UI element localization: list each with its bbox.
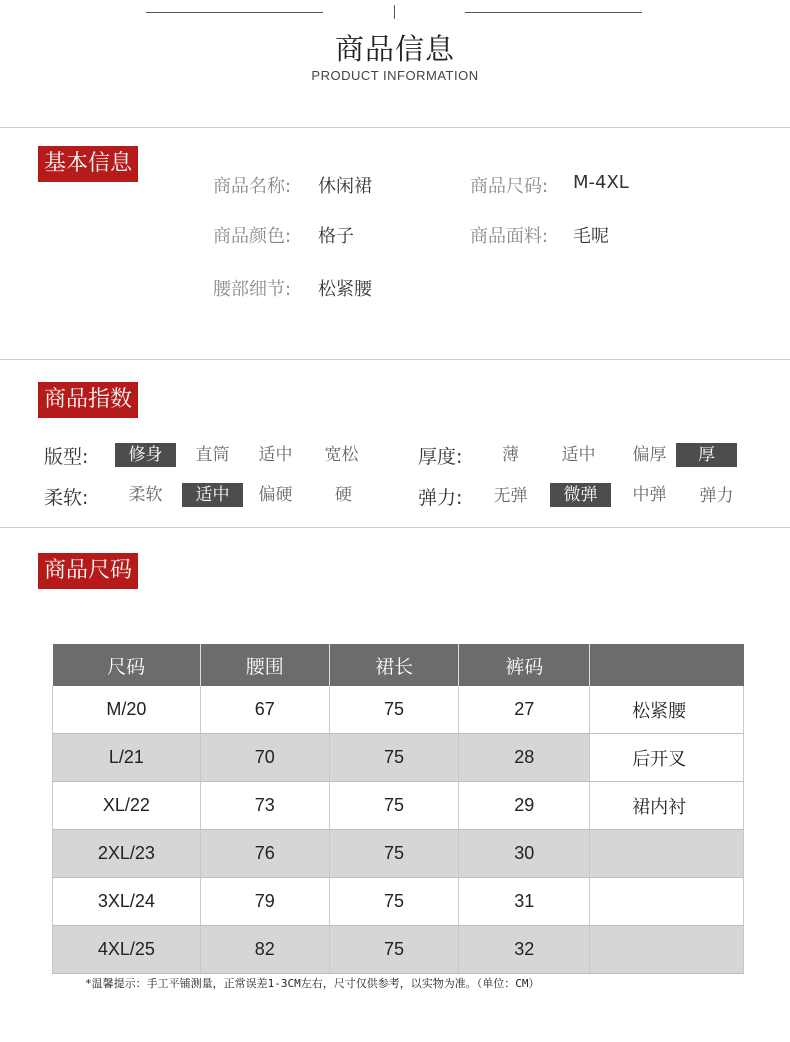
section-divider xyxy=(0,527,790,528)
cell-note xyxy=(590,926,744,974)
cell-waist: 82 xyxy=(200,926,329,974)
section-divider xyxy=(0,127,790,128)
header-skirt-length: 裙长 xyxy=(329,644,459,686)
product-fabric-label: 商品面料: xyxy=(470,226,549,247)
cell-note: 后开叉 xyxy=(590,734,744,782)
cell-size: 3XL/24 xyxy=(53,878,201,926)
table-row xyxy=(53,878,744,926)
section-divider xyxy=(0,359,790,360)
cell-size: 2XL/23 xyxy=(53,830,201,878)
cell-waist: 79 xyxy=(200,878,329,926)
cell-pants: 29 xyxy=(459,782,590,830)
fit-option-loose: 宽松 xyxy=(324,445,359,465)
fit-label: 版型: xyxy=(44,446,89,468)
fit-option-medium: 适中 xyxy=(258,445,293,465)
thickness-option-medium: 适中 xyxy=(561,445,596,465)
cell-size: L/21 xyxy=(53,734,201,782)
product-fabric-value: 毛呢 xyxy=(573,226,609,247)
page-subtitle: PRODUCT INFORMATION xyxy=(311,68,479,83)
table-row xyxy=(53,686,744,734)
cell-note: 松紧腰 xyxy=(590,686,744,734)
softness-option-soft: 柔软 xyxy=(128,485,163,505)
softness-option-rather-hard: 偏硬 xyxy=(258,485,293,505)
product-color-label: 商品颜色: xyxy=(213,226,292,247)
cell-note xyxy=(590,878,744,926)
product-name-label: 商品名称: xyxy=(213,176,292,197)
cell-waist: 70 xyxy=(200,734,329,782)
cell-length: 75 xyxy=(329,782,459,830)
basic-info-badge: 基本信息 xyxy=(38,146,138,182)
measurement-footnote: *温馨提示：手工平铺测量，正常误差1-3CM左右，尺寸仅供参考，以实物为准。（单位：CM） xyxy=(85,977,540,990)
cell-pants: 30 xyxy=(459,830,590,878)
page-title: 商品信息 xyxy=(334,32,455,66)
product-name-value: 休闲裙 xyxy=(318,176,372,197)
waist-detail-value: 松紧腰 xyxy=(318,279,372,300)
cell-note: 裙内衬 xyxy=(590,782,744,830)
cell-pants: 28 xyxy=(459,734,590,782)
table-row xyxy=(53,782,744,830)
header-rule-left xyxy=(146,12,323,13)
thickness-option-rather-thick: 偏厚 xyxy=(632,445,667,465)
thickness-option-thin: 薄 xyxy=(502,445,519,465)
size-table-header-row xyxy=(53,644,744,686)
waist-detail-label: 腰部细节: xyxy=(213,279,292,300)
header-note xyxy=(590,644,744,686)
header-rule-right xyxy=(465,12,642,13)
thickness-label: 厚度: xyxy=(418,446,463,468)
cell-size: 4XL/25 xyxy=(53,926,201,974)
softness-option-hard: 硬 xyxy=(335,485,352,505)
cell-length: 75 xyxy=(329,926,459,974)
elasticity-option-slight: 微弹 xyxy=(550,483,611,507)
cell-size: XL/22 xyxy=(53,782,201,830)
fit-option-slim: 修身 xyxy=(115,443,176,467)
header-size: 尺码 xyxy=(53,644,201,686)
cell-note xyxy=(590,830,744,878)
softness-option-medium: 适中 xyxy=(182,483,243,507)
thickness-option-thick: 厚 xyxy=(676,443,737,467)
header-waist: 腰围 xyxy=(200,644,329,686)
header-tick xyxy=(394,5,395,19)
cell-pants: 27 xyxy=(459,686,590,734)
cell-length: 75 xyxy=(329,830,459,878)
softness-label: 柔软: xyxy=(44,487,89,509)
elasticity-label: 弹力: xyxy=(418,487,463,509)
cell-pants: 32 xyxy=(459,926,590,974)
product-size-value: M-4XL xyxy=(573,172,629,193)
table-row xyxy=(53,830,744,878)
cell-length: 75 xyxy=(329,734,459,782)
elasticity-option-medium: 中弹 xyxy=(632,485,667,505)
cell-waist: 67 xyxy=(200,686,329,734)
size-badge: 商品尺码 xyxy=(38,553,138,589)
size-table xyxy=(52,644,744,974)
cell-length: 75 xyxy=(329,686,459,734)
table-row xyxy=(53,926,744,974)
header-pants-size: 裤码 xyxy=(459,644,590,686)
product-color-value: 格子 xyxy=(318,226,354,247)
cell-length: 75 xyxy=(329,878,459,926)
cell-waist: 76 xyxy=(200,830,329,878)
elasticity-option-elastic: 弹力 xyxy=(699,486,734,506)
table-row xyxy=(53,734,744,782)
cell-waist: 73 xyxy=(200,782,329,830)
cell-size: M/20 xyxy=(53,686,201,734)
elasticity-option-none: 无弹 xyxy=(493,486,528,506)
cell-pants: 31 xyxy=(459,878,590,926)
product-size-label: 商品尺码: xyxy=(470,176,549,197)
fit-option-straight: 直筒 xyxy=(195,445,230,465)
product-index-badge: 商品指数 xyxy=(38,382,138,418)
